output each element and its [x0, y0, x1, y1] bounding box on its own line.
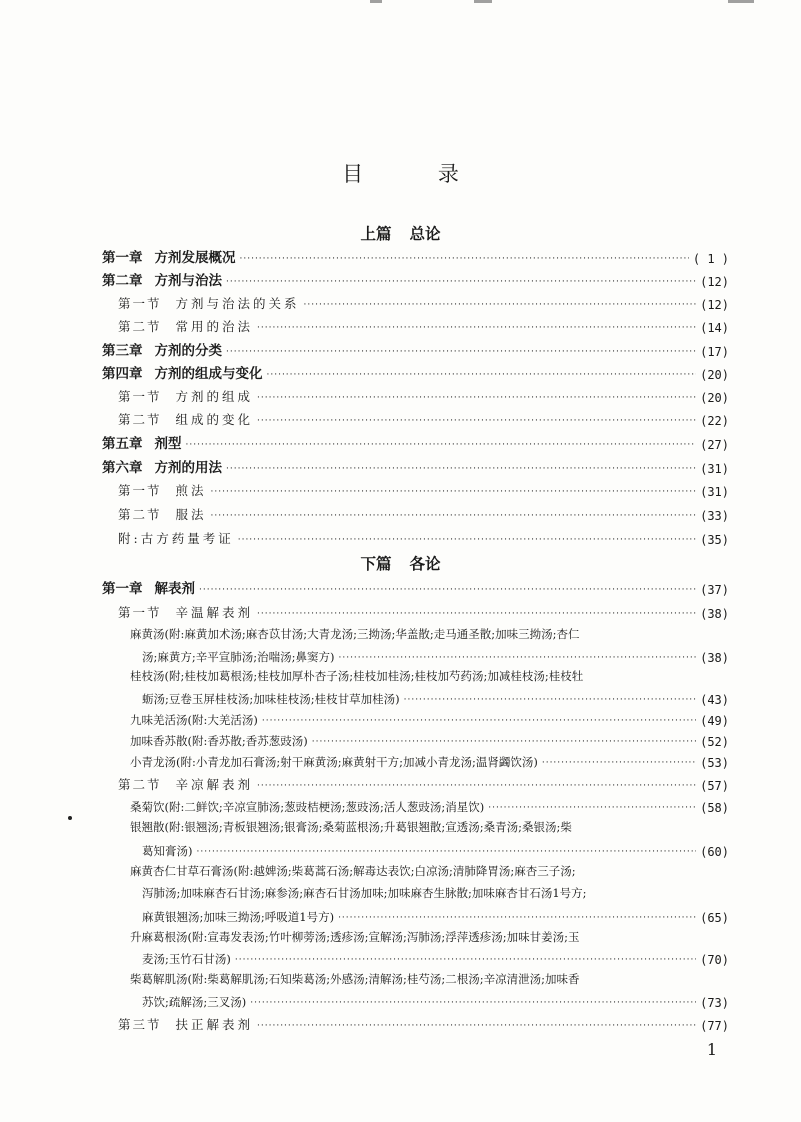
toc-formula[interactable] [130, 708, 729, 728]
chapter-title: 方剂与治法 [154, 273, 222, 289]
section-number: 第一节 [118, 483, 162, 498]
leader-dots [197, 847, 697, 859]
formula-entry-line: 银翘散(附:银翘汤;青板银翘汤;银膏汤;桑菊蓝根汤;升葛银翘散;宣透汤;桑青汤;桑银汤;柴 [130, 820, 572, 834]
formula-title: 汤;麻黄方;辛平宣肺汤;治喘汤;鼻窦方) [142, 650, 335, 664]
page-number: 1 [706, 1040, 717, 1059]
toc-section[interactable] [118, 1013, 729, 1033]
chapter-title: 方剂的分类 [154, 343, 222, 359]
scan-artifact [474, 0, 492, 3]
formula-title: 桑菊饮(附:二鲜饮;辛凉宣肺汤;葱豉桔梗汤;葱豉汤;活人葱豉汤;消星饮) [130, 800, 485, 814]
leader-dots [211, 511, 697, 523]
formula-entry-line: 升麻葛根汤(附:宣毒发表汤;竹叶柳蒡汤;透疹汤;宣解汤;泻肺汤;浮萍透疹汤;加味甘姜汤;玉 [130, 930, 580, 944]
page-ref: (70) [700, 953, 729, 967]
page-ref: ( 1 ) [692, 252, 729, 266]
leader-dots [250, 998, 696, 1010]
toc-formula[interactable] [130, 795, 729, 815]
part-heading-upper [0, 222, 801, 244]
formula-title: 蛎汤;豆卷玉屏桂枝汤;加味桂枝汤;桂枝甘草加桂汤) [142, 692, 400, 706]
leader-dots [404, 695, 696, 707]
toc-formula[interactable] [142, 687, 729, 707]
formula-title: 葛知膏汤) [142, 844, 193, 858]
formula-title: 小青龙汤(附:小青龙加石膏汤;射干麻黄汤;麻黄射干方;加减小青龙汤;温肾蠲饮汤) [130, 755, 538, 769]
toc-appendix[interactable] [118, 527, 729, 547]
page-ref: (52) [700, 735, 729, 749]
toc-formula[interactable] [130, 729, 729, 749]
page-ref: (12) [700, 298, 729, 312]
chapter-title: 方剂的用法 [154, 460, 222, 476]
leader-dots [235, 955, 696, 967]
toc-section[interactable] [118, 479, 729, 499]
toc-formula[interactable] [142, 947, 729, 967]
leader-dots [312, 737, 696, 749]
chapter-number: 第三章 [102, 343, 143, 359]
page-ref: (73) [700, 996, 729, 1010]
toc-formula[interactable] [142, 645, 729, 665]
page-ref: (58) [700, 801, 729, 815]
toc-formula[interactable] [142, 905, 729, 925]
chapter-title: 剂型 [154, 436, 182, 452]
part-heading-lower [0, 552, 801, 574]
part-subtitle: 各论 [409, 554, 441, 573]
page-ref: (27) [700, 438, 729, 452]
leader-dots [257, 323, 696, 335]
section-title: 方剂的组成 [175, 389, 254, 404]
page-ref: (31) [700, 462, 729, 476]
section-number: 第一节 [118, 296, 162, 311]
leader-dots [257, 416, 696, 428]
leader-dots [257, 1021, 696, 1033]
toc-formula[interactable] [142, 839, 729, 859]
section-title: 辛凉解表剂 [175, 777, 254, 792]
chapter-number: 第一章 [102, 250, 143, 266]
section-number: 第一节 [118, 605, 162, 620]
leader-dots [542, 758, 696, 770]
page-ref: (38) [700, 651, 729, 665]
scan-artifact [728, 0, 754, 3]
toc-chapter[interactable] [102, 577, 729, 597]
chapter-number: 第五章 [102, 436, 143, 452]
scan-speck [68, 816, 72, 820]
section-title: 辛温解表剂 [175, 605, 254, 620]
appendix-title: 附:古方药量考证 [118, 531, 234, 546]
page-ref: (17) [700, 345, 729, 359]
leader-dots [240, 254, 689, 266]
chapter-title: 方剂发展概况 [154, 250, 236, 266]
formula-entry-line: 柴葛解肌汤(附:柴葛解肌汤;石知柴葛汤;外感汤;清解汤;桂芍汤;二根汤;辛凉清泄汤;加味香 [130, 972, 580, 986]
page-ref: (60) [700, 845, 729, 859]
section-number: 第三节 [118, 1017, 162, 1032]
section-number: 第二节 [118, 319, 162, 334]
page-ref: (35) [700, 533, 729, 547]
section-number: 第二节 [118, 412, 162, 427]
toc-formula[interactable] [142, 990, 729, 1010]
section-number: 第二节 [118, 777, 162, 792]
page-ref: (22) [700, 414, 729, 428]
toc-chapter[interactable] [102, 432, 729, 452]
section-number: 第一节 [118, 389, 162, 404]
leader-dots [226, 464, 696, 476]
leader-dots [199, 585, 696, 597]
leader-dots [304, 300, 697, 312]
leader-dots [257, 393, 696, 405]
toc-section[interactable] [118, 773, 729, 793]
toc-chapter[interactable] [102, 362, 729, 382]
formula-title: 苏饮;疏解汤;三叉汤) [142, 995, 247, 1009]
page-ref: (77) [700, 1019, 729, 1033]
formula-entry-line: 麻黄汤(附:麻黄加术汤;麻杏苡甘汤;大青龙汤;三拗汤;华盖散;走马通圣散;加味三拗汤;杏仁 [130, 627, 580, 641]
chapter-number: 第二章 [102, 273, 143, 289]
page-ref: (57) [700, 779, 729, 793]
chapter-number: 第六章 [102, 460, 143, 476]
section-title: 组成的变化 [175, 412, 254, 427]
formula-entry-line: 泻肺汤;加味麻杏石甘汤;麻参汤;麻杏石甘汤加味;加味麻杏生脉散;加味麻杏甘石汤1号方; [142, 886, 587, 900]
formula-title: 麦汤;玉竹石甘汤) [142, 952, 231, 966]
chapter-title: 解表剂 [154, 581, 195, 597]
leader-dots [488, 803, 696, 815]
formula-entry-line: 桂枝汤(附;桂枝加葛根汤;桂枝加厚朴杏子汤;桂枝加桂汤;桂枝加芍药汤;加减桂枝汤;桂枝牡 [130, 669, 584, 683]
leader-dots [226, 277, 696, 289]
page-ref: (12) [700, 275, 729, 289]
page-ref: (20) [700, 391, 729, 405]
leader-dots [257, 781, 696, 793]
toc-section[interactable] [118, 385, 729, 405]
page-ref: (14) [700, 321, 729, 335]
formula-title: 加味香苏散(附:香苏散;香苏葱豉汤) [130, 734, 308, 748]
toc-chapter[interactable] [102, 269, 729, 289]
page-ref: (31) [700, 485, 729, 499]
section-number: 第二节 [118, 507, 162, 522]
toc-chapter[interactable] [102, 246, 729, 266]
toc-section[interactable] [118, 292, 729, 312]
toc-section[interactable] [118, 315, 729, 335]
part-subtitle: 总论 [409, 224, 441, 243]
leader-dots [238, 535, 696, 547]
toc-section[interactable] [118, 503, 729, 523]
scan-artifact [370, 0, 382, 3]
section-title: 煎法 [175, 483, 207, 498]
toc-section[interactable] [118, 601, 729, 621]
toc-chapter[interactable] [102, 339, 729, 359]
section-title: 扶正解表剂 [175, 1017, 254, 1032]
leader-dots [338, 653, 696, 665]
page-ref: (53) [700, 756, 729, 770]
leader-dots [226, 347, 696, 359]
chapter-number: 第一章 [102, 581, 143, 597]
formula-entry-line: 麻黄杏仁甘草石膏汤(附:越婢汤;柴葛蒿石汤;解毒达表饮;白凉汤;清肺降胃汤;麻杏三子汤; [130, 864, 576, 878]
leader-dots [186, 440, 697, 452]
page-ref: (33) [700, 509, 729, 523]
leader-dots [338, 913, 696, 925]
part-name: 下篇 [360, 554, 392, 573]
formula-title: 九味羌活汤(附:大羌活汤) [130, 713, 258, 727]
chapter-title: 方剂的组成与变化 [154, 366, 263, 382]
page-ref: (37) [700, 583, 729, 597]
page-ref: (43) [700, 693, 729, 707]
leader-dots [211, 487, 697, 499]
section-title: 常用的治法 [175, 319, 254, 334]
leader-dots [267, 370, 697, 382]
leader-dots [262, 716, 696, 728]
section-title: 方剂与治法的关系 [175, 296, 300, 311]
part-name: 上篇 [360, 224, 392, 243]
formula-title: 麻黄银翘汤;加味三拗汤;呼吸道1号方) [142, 910, 335, 924]
page-ref: (49) [700, 714, 729, 728]
toc-formula[interactable] [130, 750, 729, 770]
toc-section[interactable] [118, 408, 729, 428]
page-ref: (20) [700, 368, 729, 382]
chapter-number: 第四章 [102, 366, 143, 382]
page-ref: (38) [700, 607, 729, 621]
page-ref: (65) [700, 911, 729, 925]
page-title: 目 录 [342, 162, 493, 186]
toc-chapter[interactable] [102, 456, 729, 476]
section-title: 服法 [175, 507, 207, 522]
leader-dots [257, 609, 696, 621]
